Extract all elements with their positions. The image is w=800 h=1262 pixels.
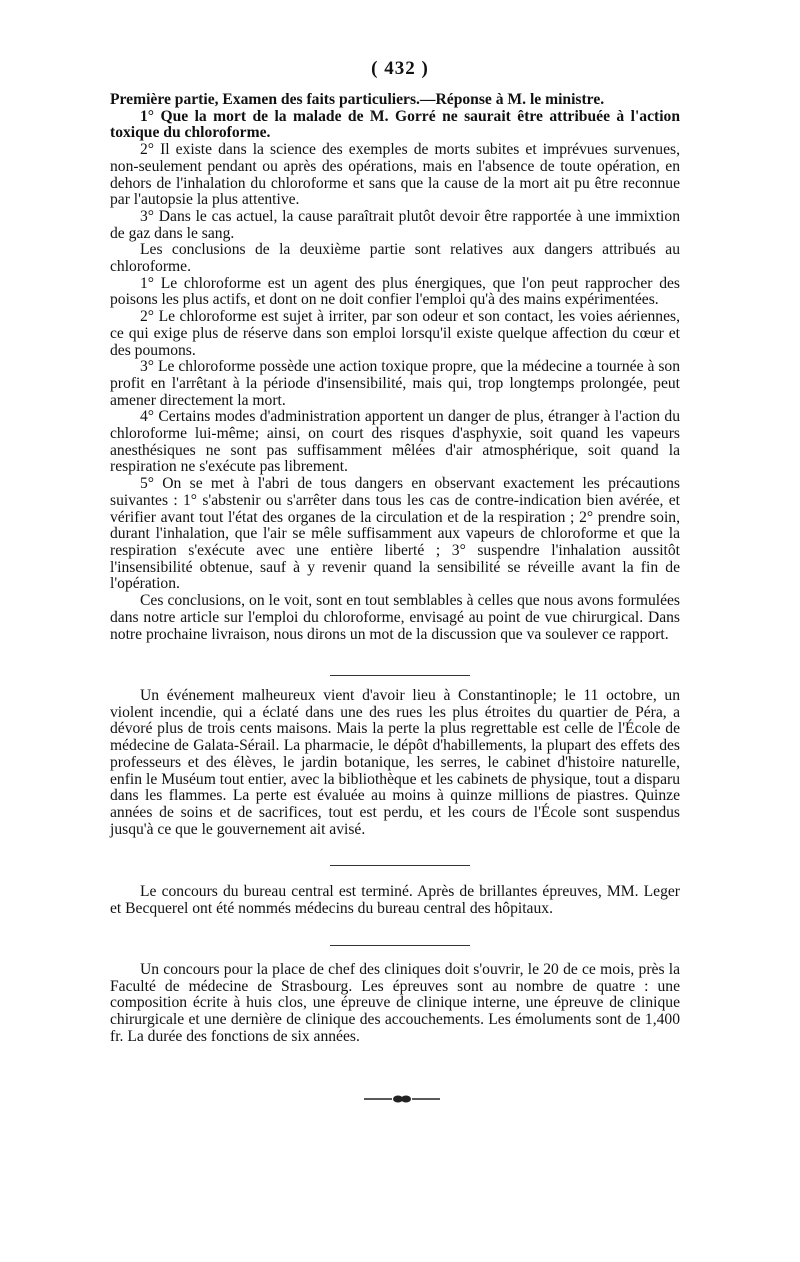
paragraph: 3° Dans le cas actuel, la cause paraîtrait plutôt devoir être rapportée à une immixtion de gaz dans le sang. <box>110 207 680 242</box>
section-divider <box>330 675 470 676</box>
paragraph: Un événement malheureux vient d'avoir lieu à Constantinople; le 11 octobre, un violent incendie, qui a éclaté dans une des rues les plus étroites du quartier de Péra, a dévoré plus de trois cents maisons. Mais la perte la plus regrettable est celle de l'École de médecine de Galata-Sérail. La pharmacie, le dépôt d'habillements, la plupart des effets des professeurs et des élèves, le jardin botanique, les serres, le cabinet d'histoire naturelle, enfin le Muséum tout entier, avec la bibliothèque et les cabinets de physique, tout a disparu dans les flammes. La perte est évaluée au moins à quinze millions de piastres. Quinze années de soins et de sacrifices, tout est perdu, et les cours de l'École sont suspendus jusqu'à ce que le gouvernement ait avisé. <box>110 687 680 838</box>
report-conclusions-section <box>110 92 680 643</box>
paragraph: 2° Il existe dans la science des exemples de morts subites et imprévues survenues, non-seulement pendant ou après des opérations, mais en l'absence de toute opération, en dehors de l'inhalation du chloroforme et sans que la cause de la mort ait pu être reconnue par l'autopsie la plus attentive. <box>110 141 680 209</box>
paragraph: 1° Le chloroforme est un agent des plus énergiques, que l'on peut rapprocher des poisons les plus actifs, et dont on ne doit confier l'emploi qu'à des mains expérimentées. <box>110 274 680 309</box>
paragraph: 3° Le chloroforme possède une action toxique propre, que la médecine a tournée à son profit en l'arrêtant à la période d'insensibilité, mais qui, trop longtemps prolongée, peut amener directement la mort. <box>110 358 680 409</box>
bureau-central-section <box>110 884 680 917</box>
paragraph: 5° On se met à l'abri de tous dangers en observant exactement les précautions suivantes : 1° s'abstenir ou s'arrêter dans tous les cas de contre-indication bien avérée, et vérifier avant tout l'état des organes de la circulation et de la respiration ; 2° prendre soin, durant l'inhalation, que l'air se mêle suffisamment aux vapeurs de chloroforme et que la respiration s'exécute avec une entière liberté ; 3° suspendre l'inhalation aussitôt l'insensibilité obtenue, sauf à y revenir quand la sensibilité se réveille avant la fin de l'opération. <box>110 475 680 593</box>
strasbourg-concours-section <box>110 962 680 1046</box>
section-divider <box>330 865 470 866</box>
section-heading: Première partie, Examen des faits particuliers.—Réponse à M. le ministre. <box>110 91 605 108</box>
paragraph: Les conclusions de la deuxième partie sont relatives aux dangers attribués au chloroforme. <box>110 241 680 276</box>
paragraph: Ces conclusions, on le voit, sont en tout semblables à celles que nous avons formulées dans notre article sur l'emploi du chloroforme, envisagé au point de vue chirurgical. Dans notre prochaine livraison, nous dirons un mot de la discussion que va soulever ce rapport. <box>110 592 680 643</box>
fleuron-ornament <box>362 1093 442 1105</box>
paragraph: 2° Le chloroforme est sujet à irriter, par son odeur et son contact, les voies aériennes, ce qui exige plus de réserve dans son emploi lorsqu'il existe quelque affection du cœur et des poumons. <box>110 308 680 359</box>
constantinople-news-section <box>110 688 680 838</box>
page-number: ( 432 ) <box>371 58 429 79</box>
paragraph: 1° Que la mort de la malade de M. Gorré ne saurait être attribuée à l'action toxique du chloroforme. <box>110 107 680 142</box>
paragraph: Un concours pour la place de chef des cliniques doit s'ouvrir, le 20 de ce mois, près la Faculté de médecine de Strasbourg. Les épreuves sont au nombre de quatre : une composition écrite à huis clos, une épreuve de clinique interne, une épreuve de clinique chirurgicale et une dernière de clinique des accouchements. Les émoluments sont de 1,400 fr. La durée des fonctions de six années. <box>110 961 680 1045</box>
section-divider <box>330 945 470 946</box>
paragraph: 4° Certains modes d'administration apportent un danger de plus, étranger à l'action du chloroforme lui-même; ainsi, on court des risques d'asphyxie, soit quand les vapeurs anesthésiques ne sont pas suffisamment mêlées d'air atmosphérique, soit quand la respiration ne s'exécute pas librement. <box>110 408 680 476</box>
paragraph: Le concours du bureau central est terminé. Après de brillantes épreuves, MM. Leger et Becquerel ont été nommés médecins du bureau central des hôpitaux. <box>110 883 680 917</box>
